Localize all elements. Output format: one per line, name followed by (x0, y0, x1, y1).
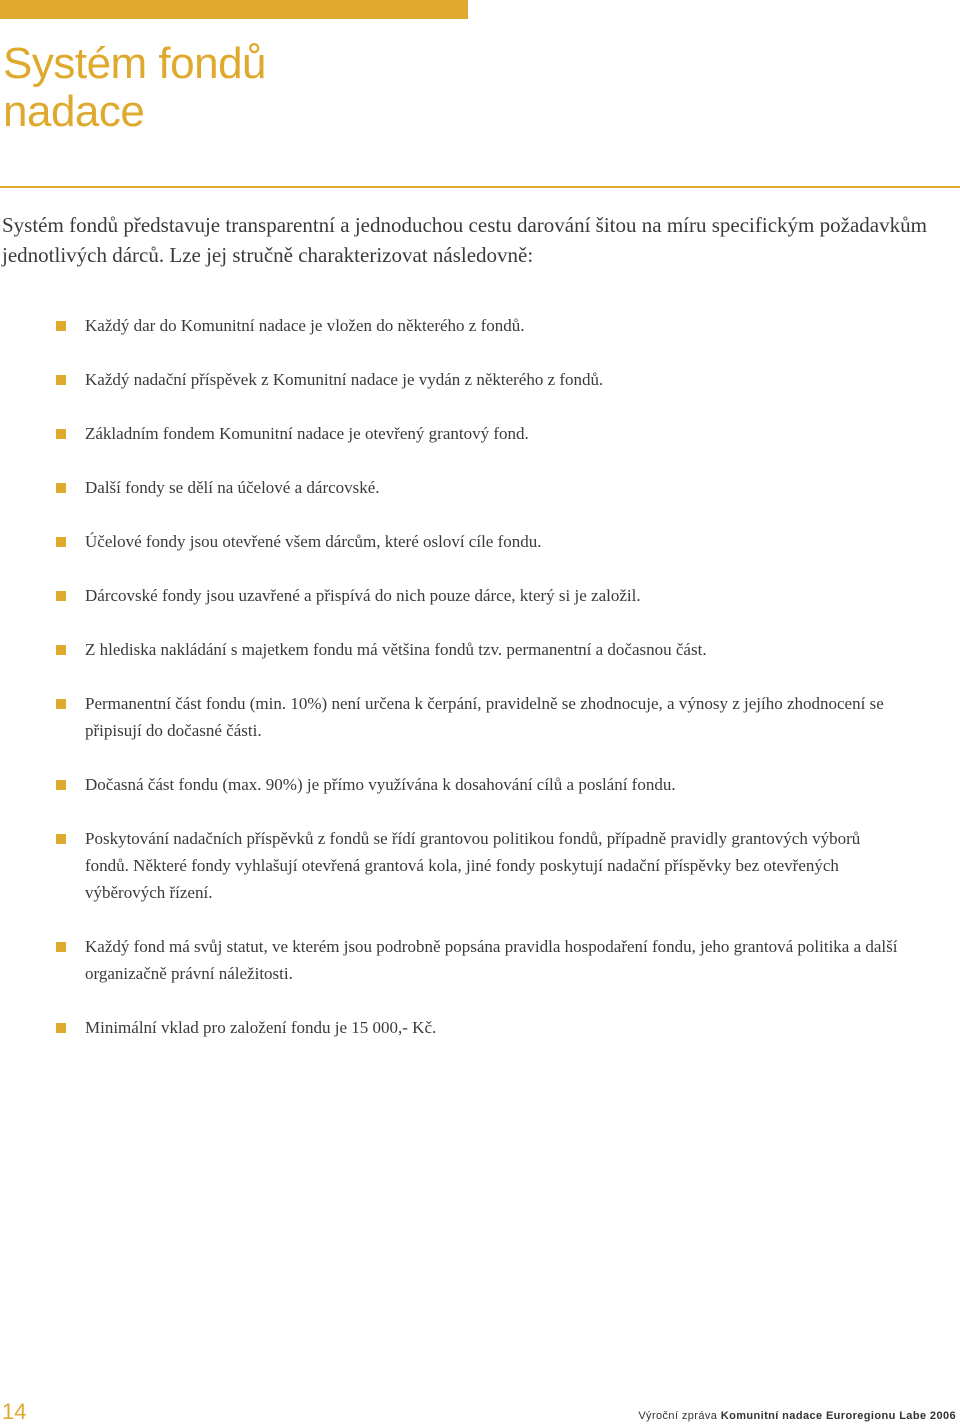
list-item (0, 771, 905, 798)
top-accent-bar (0, 0, 468, 19)
list-item-text: Poskytování nadačních příspěvků z fondů se řídí grantovou politikou fondů, případně pravidly grantových výborů fondů. Některé fondy vyhlašují otevřená grantová kola, jiné fondy poskytují nadační příspěvky bez otevřených výběrových řízení. (85, 829, 861, 902)
list-item-text: Permanentní část fondu (min. 10%) není určena k čerpání, pravidelně se zhodnocuje, a výnosy z jejího zhodnocení se připisují do dočasné části. (85, 694, 884, 740)
list-item (0, 528, 905, 555)
list-item-text: Základním fondem Komunitní nadace je otevřený grantový fond. (85, 424, 529, 443)
square-bullet-icon (56, 834, 66, 844)
square-bullet-icon (56, 645, 66, 655)
square-bullet-icon (56, 591, 66, 601)
page-title (3, 40, 266, 136)
title-divider (0, 186, 960, 188)
list-item (0, 825, 905, 906)
list-item (0, 636, 905, 663)
list-item (0, 474, 905, 501)
square-bullet-icon (56, 429, 66, 439)
footer-report-label: Výroční zpráva (638, 1410, 718, 1422)
page-number: 14 (2, 1399, 27, 1424)
list-item-text: Minimální vklad pro založení fondu je 15 000,- Kč. (85, 1018, 437, 1037)
footer-organization: Komunitní nadace Euroregionu Labe 2006 (720, 1410, 956, 1422)
list-item (0, 933, 905, 987)
list-item (0, 420, 905, 447)
square-bullet-icon (56, 942, 66, 952)
square-bullet-icon (56, 780, 66, 790)
list-item-text: Další fondy se dělí na účelové a dárcovské. (85, 478, 380, 497)
list-item-text: Účelové fondy jsou otevřené všem dárcům, které osloví cíle fondu. (85, 532, 542, 551)
square-bullet-icon (56, 375, 66, 385)
list-item-text: Dočasná část fondu (max. 90%) je přímo využívána k dosahování cílů a poslání fondu. (85, 775, 676, 794)
list-item-text: Každý dar do Komunitní nadace je vložen do některého z fondů. (85, 316, 525, 335)
list-item-text: Každý fond má svůj statut, ve kterém jsou podrobně popsána pravidla hospodaření fondu, jeho grantová politika a další organizačně právní náležitosti. (85, 937, 898, 983)
bullet-list (0, 312, 960, 1068)
square-bullet-icon (56, 1023, 66, 1033)
square-bullet-icon (56, 483, 66, 493)
page-title-line-2: nadace (3, 87, 145, 136)
list-item-text: Dárcovské fondy jsou uzavřené a přispívá do nich pouze dárce, který si je založil. (85, 586, 641, 605)
intro-paragraph: Systém fondů představuje transparentní a jednoduchou cestu darování šitou na míru specifickým požadavkům jednotlivých dárců. Lze jej stručně charakterizovat následovně: (2, 213, 927, 267)
list-item-text: Z hlediska nakládání s majetkem fondu má většina fondů tzv. permanentní a dočasnou část. (85, 640, 707, 659)
page-title-line-1: Systém fondů (3, 39, 267, 88)
list-item (0, 690, 905, 744)
list-item (0, 366, 905, 393)
list-item (0, 582, 905, 609)
square-bullet-icon (56, 537, 66, 547)
list-item (0, 1014, 905, 1041)
list-item-text: Každý nadační příspěvek z Komunitní nadace je vydán z některého z fondů. (85, 370, 604, 389)
list-item (0, 312, 905, 339)
square-bullet-icon (56, 321, 66, 331)
footer-report-title (638, 1409, 956, 1423)
square-bullet-icon (56, 699, 66, 709)
